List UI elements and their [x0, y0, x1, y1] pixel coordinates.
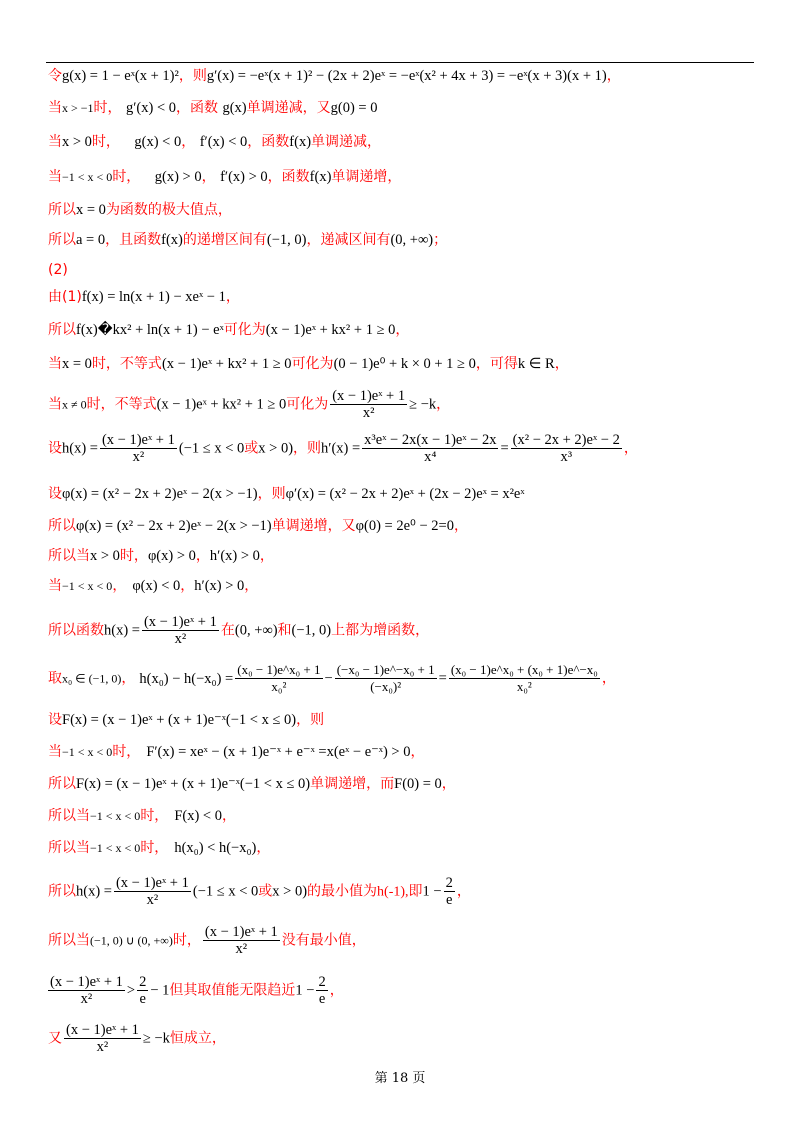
- formula: x = 0: [76, 202, 106, 218]
- denominator: x²: [96, 1039, 109, 1055]
- page-number: 第 18 页: [374, 1071, 426, 1086]
- fraction: [114, 875, 191, 908]
- text: 或: [258, 883, 273, 900]
- formula: F(x) < 0: [174, 808, 222, 824]
- formula: (−1 ≤ x < 0: [178, 440, 245, 457]
- text: 所以: [48, 883, 76, 900]
- formula: k ∈ R: [517, 356, 555, 372]
- line-22: [48, 806, 236, 826]
- fraction: [316, 974, 327, 1007]
- formula: g′(x) = −eˣ(x + 1)² − (2x + 2)eˣ = −eˣ(x² + 4x + 3) = −eˣ(x + 3)(x + 1): [206, 68, 607, 84]
- denominator: x²: [132, 449, 145, 465]
- formula: g(0) = 0: [330, 100, 378, 116]
- fraction: [335, 662, 437, 695]
- denominator: x₀²: [271, 679, 287, 694]
- text: ，递减区间有: [306, 232, 391, 248]
- line-15: [48, 546, 274, 566]
- formula: x > −1: [62, 101, 94, 115]
- text: 所以函数: [48, 622, 104, 639]
- fraction: [362, 432, 498, 465]
- formula: (x − 1)eˣ + kx² + 1 ≥ 0: [265, 322, 396, 338]
- text: 所以当: [48, 932, 90, 949]
- line-9: [48, 320, 409, 340]
- formula: φ(0) = 2e⁰ − 2=0: [355, 518, 454, 534]
- text: 当: [48, 169, 62, 185]
- text: 或: [244, 440, 259, 457]
- text: 所以: [48, 232, 76, 248]
- text: ，: [395, 322, 410, 338]
- formula: −: [324, 670, 333, 687]
- fraction: [235, 662, 322, 695]
- formula: f(x): [309, 169, 332, 185]
- denominator: (−x₀)²: [370, 679, 402, 694]
- line-24: [48, 875, 471, 908]
- numerator: (x₀ − 1)e^x₀ + 1: [237, 662, 321, 677]
- formula: (x − 1)eˣ + kx² + 1 ≥ 0: [161, 356, 292, 372]
- text: 的递增区间有: [182, 232, 267, 248]
- numerator: 2: [318, 974, 326, 990]
- line-14: [48, 516, 468, 536]
- line-23: [48, 838, 270, 858]
- text: 所以: [48, 518, 76, 534]
- numerator: 2: [139, 974, 147, 990]
- text: ，: [181, 134, 196, 150]
- text: 可化为: [286, 396, 329, 413]
- text: 为函数的极大值点，: [105, 202, 232, 218]
- formula: f(x): [289, 134, 312, 150]
- text: 在: [220, 622, 235, 639]
- text: ，函数: [247, 134, 290, 150]
- formula: φ(x) > 0: [147, 548, 196, 564]
- text: ，: [623, 440, 638, 457]
- numerator: (x₀ − 1)e^x₀ + (x₀ + 1)e^−x₀: [450, 662, 598, 677]
- text: ，则: [257, 486, 286, 502]
- top-rule: [46, 62, 754, 63]
- denominator: e: [318, 991, 326, 1007]
- denominator: x³: [560, 449, 573, 465]
- formula: (0, +∞): [390, 232, 434, 248]
- numerator: 2: [445, 875, 453, 891]
- formula: f′(x) > 0: [220, 169, 268, 185]
- fraction: [330, 388, 407, 421]
- text: ，则: [178, 68, 207, 84]
- formula: >: [126, 982, 136, 999]
- formula: F(x) = (x − 1)eˣ + (x + 1)e⁻ˣ(−1 < x ≤ 0): [76, 776, 311, 792]
- formula: g(x) < 0: [134, 134, 182, 150]
- line-16: [48, 576, 258, 596]
- denominator: x₀²: [516, 679, 532, 694]
- formula: x = 0: [62, 356, 92, 372]
- formula: h′(x) =: [321, 440, 361, 457]
- text: 所以当: [48, 808, 90, 824]
- text: 设: [48, 712, 62, 728]
- formula: φ(x) = (x² − 2x + 2)eˣ − 2(x > −1): [62, 486, 258, 502]
- formula: g(x) > 0: [154, 169, 202, 185]
- text: ，: [453, 518, 468, 534]
- text: ，: [221, 808, 236, 824]
- text: 所以: [48, 202, 76, 218]
- formula: φ′(x) = (x² − 2x + 2)eˣ + (2x − 2)eˣ = x²eˣ: [285, 486, 525, 502]
- text: 但其取值能无限趋近: [169, 982, 296, 999]
- text: 时，: [140, 808, 169, 824]
- text: 时，: [112, 744, 141, 760]
- numerator: (x − 1)eˣ + 1: [50, 974, 123, 990]
- formula: 1 −: [295, 982, 315, 999]
- text: ，: [329, 982, 344, 999]
- text: 时，: [93, 100, 122, 116]
- numerator: (x − 1)eˣ + 1: [66, 1022, 139, 1038]
- text: ，: [195, 548, 210, 564]
- text: ，: [244, 578, 259, 594]
- text: ，则: [293, 440, 322, 457]
- text: 又: [48, 1030, 62, 1047]
- text: 时，: [119, 548, 148, 564]
- text: 上都为增函数，: [331, 622, 430, 639]
- formula: (0, +∞): [234, 622, 278, 639]
- text: ，: [441, 776, 456, 792]
- formula: F(0) = 0: [394, 776, 442, 792]
- denominator: x⁴: [424, 449, 437, 465]
- line-8: [48, 287, 240, 307]
- text: 时，: [140, 840, 169, 856]
- line-27: [48, 1022, 226, 1055]
- formula: x ≠ 0: [62, 397, 87, 412]
- text: 设: [48, 486, 62, 502]
- text: ，: [259, 548, 274, 564]
- fraction: [100, 432, 177, 465]
- formula: f′(x) < 0: [199, 134, 248, 150]
- text: 时，不等式: [91, 356, 162, 372]
- text: 单调递增，: [331, 169, 402, 185]
- line-26: [48, 974, 344, 1007]
- text: ；: [433, 232, 448, 248]
- text: 时，不等式: [86, 396, 157, 413]
- text: 取: [48, 670, 62, 687]
- formula: h(x) =: [104, 622, 140, 639]
- text: 所以当: [48, 548, 90, 564]
- text: ，: [456, 883, 471, 900]
- text: 当: [48, 744, 62, 760]
- formula: (−1, 0) ∪ (0, +∞): [90, 933, 173, 948]
- text: 恒成立，: [169, 1030, 226, 1047]
- formula: (−1 ≤ x < 0: [192, 883, 259, 900]
- formula: f(x) = ln(x + 1) − xeˣ − 1: [81, 289, 226, 305]
- text: 当: [48, 578, 62, 594]
- text: 单调递增，又: [271, 518, 356, 534]
- formula: h′(x) > 0: [194, 578, 245, 594]
- formula: f(x)�kx² + ln(x + 1) − eˣ: [76, 322, 224, 338]
- text: ，: [256, 840, 271, 856]
- formula: h(x₀) < h(−x₀): [174, 840, 257, 856]
- line-10: [48, 354, 569, 374]
- line-5: [48, 200, 232, 220]
- formula: (0 − 1)e⁰ + k × 0 + 1 ≥ 0: [333, 356, 476, 372]
- fraction: [203, 924, 280, 957]
- text: 的最小值为: [307, 883, 378, 900]
- line-20: [48, 742, 424, 762]
- text: 没有最小值，: [281, 932, 366, 949]
- line-2: [48, 98, 377, 118]
- formula: g′(x) < 0: [126, 100, 177, 116]
- formula: h(x) =: [62, 440, 98, 457]
- formula: x > 0): [258, 440, 294, 457]
- text: ，则: [296, 712, 325, 728]
- fraction: [449, 662, 600, 695]
- numerator: (x² − 2x + 2)eˣ − 2: [512, 432, 620, 448]
- text: 单调递减，又: [246, 100, 331, 116]
- numerator: (x − 1)eˣ + 1: [115, 875, 189, 891]
- text: ，函数: [267, 169, 310, 185]
- fraction: [137, 974, 148, 1007]
- text: ，: [601, 670, 616, 687]
- formula: f(x): [161, 232, 183, 248]
- formula: F′(x) = xeˣ − (x + 1)e⁻ˣ + e⁻ˣ =x(eˣ − e⁻ˣ) > 0: [146, 744, 411, 760]
- text: 单调递增，而: [310, 776, 395, 792]
- formula: ≥ −k: [409, 396, 437, 413]
- numerator: (x − 1)eˣ + 1: [204, 924, 278, 940]
- formula: (x − 1)eˣ + kx² + 1 ≥ 0: [156, 396, 287, 413]
- denominator: x²: [80, 991, 93, 1007]
- numerator: (x − 1)eˣ + 1: [101, 432, 175, 448]
- formula: =: [438, 670, 447, 687]
- text: 当: [48, 100, 62, 116]
- text: h(-1),即: [377, 884, 423, 900]
- formula: 1 −: [422, 883, 442, 900]
- fraction: [142, 614, 219, 647]
- text: 当: [48, 134, 62, 150]
- text: 可化为: [291, 356, 334, 372]
- text: 单调递减，: [311, 134, 382, 150]
- text: 时，: [112, 169, 141, 185]
- text: 所以: [48, 322, 76, 338]
- formula: x > 0: [90, 548, 120, 564]
- text: 可化为: [223, 322, 266, 338]
- fraction: [64, 1022, 141, 1055]
- text: 当: [48, 396, 62, 413]
- line-19: [48, 710, 324, 730]
- formula: g(x): [222, 100, 247, 116]
- formula: −1 < x < 0: [90, 841, 141, 855]
- formula: x₀ ∈ (−1, 0): [62, 671, 122, 686]
- formula: x > 0): [272, 883, 308, 900]
- formula: F(x) = (x − 1)eˣ + (x + 1)e⁻ˣ(−1 < x ≤ 0): [62, 712, 297, 728]
- line-18: [48, 662, 616, 695]
- formula: (−1, 0): [291, 622, 332, 639]
- text: ，: [410, 744, 425, 760]
- part-number: (2): [48, 262, 68, 278]
- formula: g(x) = 1 − eˣ(x + 1)²: [62, 68, 179, 84]
- text: 时，: [91, 134, 120, 150]
- formula: (−1, 0): [266, 232, 307, 248]
- formula: h(x) =: [76, 883, 112, 900]
- formula: −1 < x < 0: [90, 809, 141, 823]
- text: ，: [436, 396, 451, 413]
- text: 所以当: [48, 840, 90, 856]
- formula: φ(x) < 0: [132, 578, 181, 594]
- denominator: x²: [362, 405, 375, 421]
- text: ，: [112, 578, 127, 594]
- line-12: [48, 432, 638, 465]
- text: ，可得: [475, 356, 518, 372]
- formula: −1 < x < 0: [62, 745, 113, 759]
- denominator: x²: [235, 941, 248, 957]
- formula: a = 0: [76, 232, 106, 248]
- line-7: [48, 260, 68, 280]
- text: 由(1): [48, 289, 82, 305]
- numerator: (x − 1)eˣ + 1: [143, 614, 217, 630]
- text: 和: [277, 622, 292, 639]
- fraction: [511, 432, 622, 465]
- text: ，且函数: [105, 232, 162, 248]
- text: 时，: [172, 932, 201, 949]
- formula: − 1: [150, 982, 170, 999]
- numerator: (−x₀ − 1)e^−x₀ + 1: [336, 662, 435, 677]
- text: ，: [180, 578, 195, 594]
- formula: ≥ −k: [142, 1030, 170, 1047]
- text: ，: [554, 356, 569, 372]
- formula: =: [500, 440, 509, 457]
- formula: h′(x) > 0: [209, 548, 260, 564]
- text: ，: [606, 68, 621, 84]
- text: ，: [121, 670, 136, 687]
- text: ，: [225, 289, 240, 305]
- formula: −1 < x < 0: [62, 579, 113, 593]
- line-4: [48, 167, 401, 187]
- numerator: (x − 1)eˣ + 1: [332, 388, 406, 404]
- denominator: e: [446, 892, 453, 908]
- text: 所以: [48, 776, 76, 792]
- formula: φ(x) = (x² − 2x + 2)eˣ − 2(x > −1): [76, 518, 272, 534]
- line-13: [48, 484, 525, 504]
- denominator: x²: [174, 631, 187, 647]
- line-1: [48, 66, 621, 86]
- text: ，: [201, 169, 216, 185]
- denominator: e: [139, 991, 146, 1007]
- line-11: [48, 388, 450, 421]
- formula: −1 < x < 0: [62, 170, 113, 184]
- numerator: x³eˣ − 2x(x − 1)eˣ − 2x: [364, 432, 497, 448]
- formula: h(x₀) − h(−x₀) =: [139, 670, 234, 687]
- line-3: [48, 132, 381, 152]
- text: ，函数: [176, 100, 219, 116]
- formula: x > 0: [62, 134, 92, 150]
- fraction: [48, 974, 125, 1007]
- text: 令: [48, 68, 62, 84]
- text: 当: [48, 356, 62, 372]
- line-6: [48, 230, 447, 250]
- line-17: [48, 614, 429, 647]
- fraction: [444, 875, 455, 908]
- line-25: [48, 924, 366, 957]
- line-21: [48, 774, 456, 794]
- denominator: x²: [146, 892, 159, 908]
- text: 设: [48, 440, 62, 457]
